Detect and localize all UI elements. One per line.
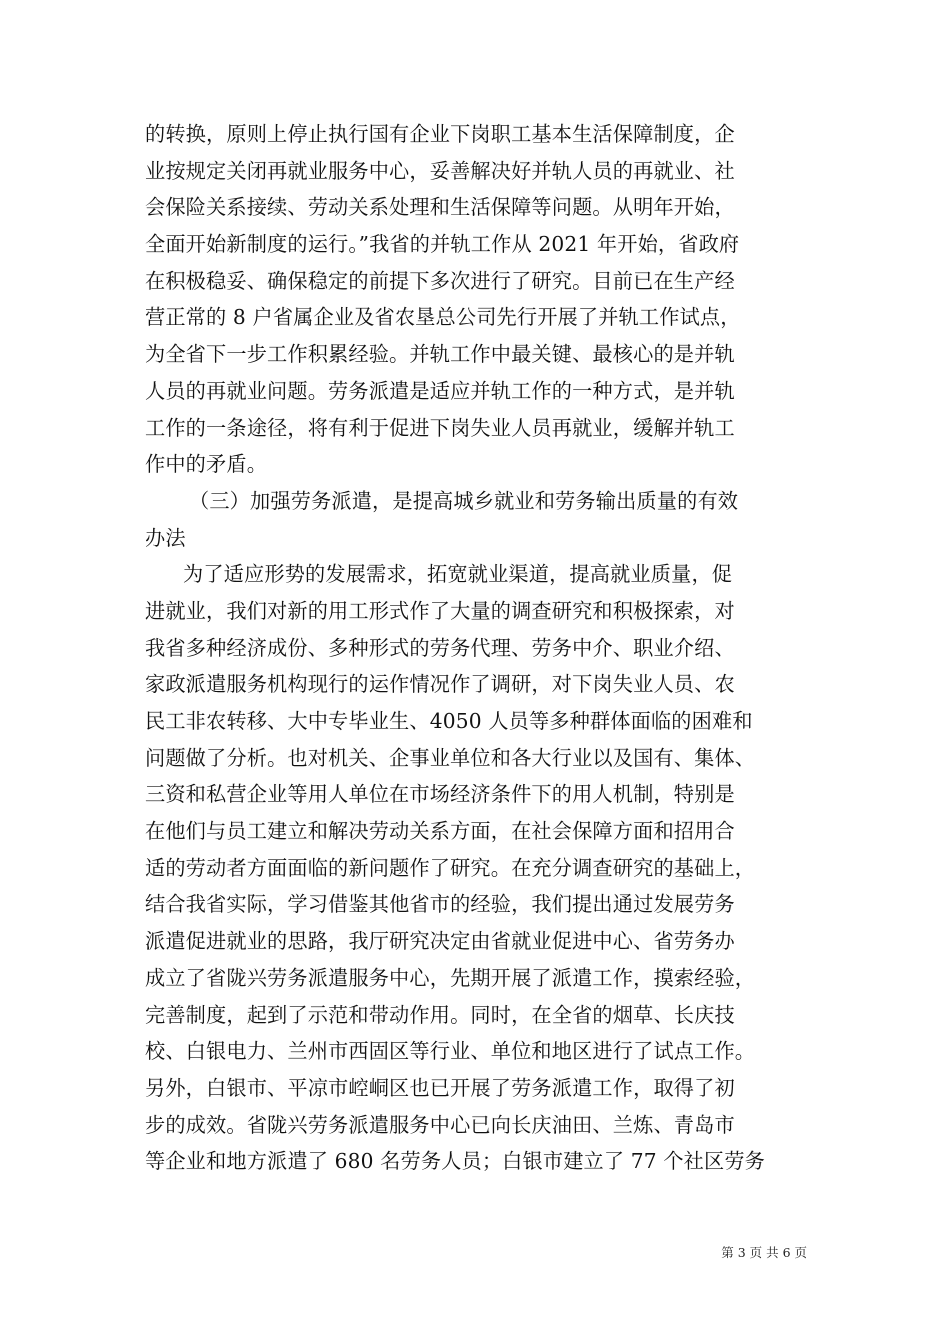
text-line: 会保险关系接续、劳动关系处理和生活保障等问题。从明年开始， (145, 195, 735, 220)
text-line: 为全省下一步工作积累经验。并轨工作中最关键、最核心的是并轨 (145, 342, 735, 367)
text-line: 问题做了分析。也对机关、企事业单位和各大行业以及国有、集体、 (145, 745, 756, 770)
text-line: 校、白银电力、兰州市西固区等行业、单位和地区进行了试点工作。 (145, 1039, 756, 1064)
text-line: 家政派遣服务机构现行的运作情况作了调研，对下岗失业人员、农 (145, 672, 735, 697)
text-line: 派遣促进就业的思路，我厅研究决定由省就业促进中心、省劳务办 (145, 929, 735, 954)
text-line: 作中的矛盾。 (145, 452, 268, 477)
text-line: 在他们与员工建立和解决劳动关系方面，在社会保障方面和招用合 (145, 819, 735, 844)
page-number: 第 3 页 共 6 页 (721, 1245, 807, 1260)
paragraph-start: 为了适应形势的发展需求，拓宽就业渠道，提高就业质量，促 (183, 562, 733, 587)
text-line: 步的成效。省陇兴劳务派遣服务中心已向长庆油田、兰炼、青岛市 (145, 1112, 735, 1137)
text-line: 结合我省实际，学习借鉴其他省市的经验，我们提出通过发展劳务 (145, 892, 735, 917)
section-heading: （三）加强劳务派遣，是提高城乡就业和劳务输出质量的有效 (189, 488, 739, 513)
text-line: 成立了省陇兴劳务派遣服务中心，先期开展了派遣工作，摸索经验， (145, 965, 756, 990)
text-line: 适的劳动者方面面临的新问题作了研究。在充分调查研究的基础上， (145, 855, 756, 880)
text-line: 另外，白银市、平凉市崆峒区也已开展了劳务派遣工作，取得了初 (145, 1075, 735, 1100)
text-line: 完善制度，起到了示范和带动作用。同时，在全省的烟草、长庆技 (145, 1002, 735, 1027)
text-line: 民工非农转移、大中专毕业生、4050 人员等多种群体面临的困难和 (145, 709, 753, 733)
text-line: 营正常的 8 户省属企业及省农垦总公司先行开展了并轨工作试点， (145, 305, 741, 330)
text-line: 我省多种经济成份、多种形式的劳务代理、劳务中介、职业介绍、 (145, 635, 735, 660)
text-line: 的转换，原则上停止执行国有企业下岗职工基本生活保障制度，企 (145, 122, 735, 146)
text-line: 业按规定关闭再就业服务中心，妥善解决好并轨人员的再就业、社 (145, 158, 735, 183)
text-line: 工作的一条途径，将有利于促进下岗失业人员再就业，缓解并轨工 (145, 415, 735, 440)
body-text (145, 116, 807, 1180)
text-line: 全面开始新制度的运行。”我省的并轨工作从 2021 年开始，省政府 (145, 232, 740, 257)
text-line: 在积极稳妥、确保稳定的前提下多次进行了研究。目前已在生产经 (145, 268, 735, 293)
section-heading-cont: 办法 (145, 525, 186, 550)
text-line: 进就业，我们对新的用工形式作了大量的调查研究和积极探索，对 (145, 598, 735, 623)
text-line: 三资和私营企业等用人单位在市场经济条件下的用人机制，特别是 (145, 782, 735, 807)
text-line: 人员的再就业问题。劳务派遣是适应并轨工作的一种方式，是并轨 (145, 378, 735, 403)
text-line: 等企业和地方派遣了 680 名劳务人员；白银市建立了 77 个社区劳务 (145, 1149, 766, 1174)
